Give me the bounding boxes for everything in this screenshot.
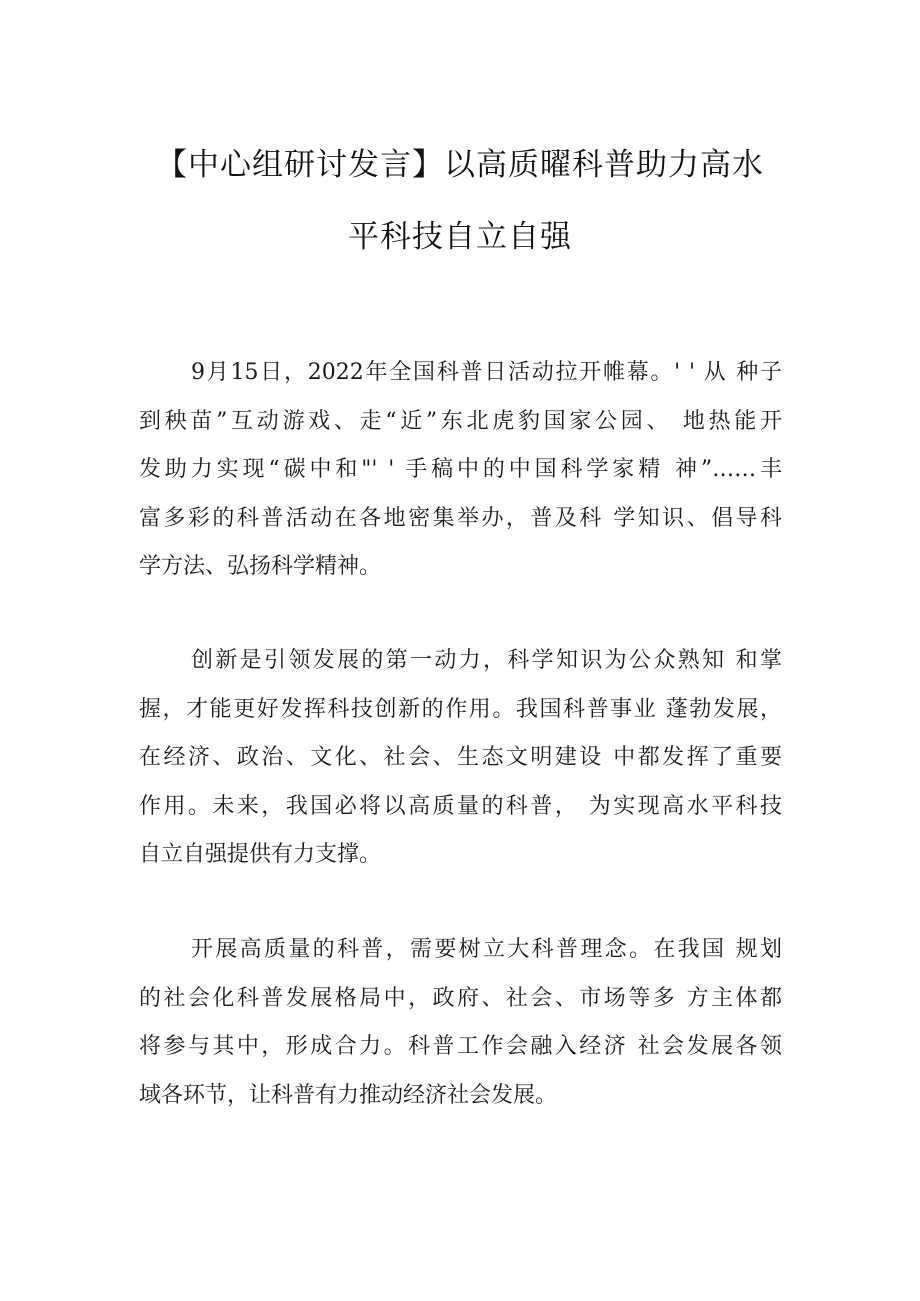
paragraph-line: 9月15日，2022年全国科普日活动拉开帷幕。' ' 从 种子 xyxy=(191,360,782,385)
paragraph-line: 在经济、政治、文化、社会、生态文明建设 中都发挥了重要 xyxy=(139,745,782,770)
paragraph-line: 富多彩的科普活动在各地密集举办，普及科 学知识、倡导科 xyxy=(139,505,782,531)
paragraph-line: 开展高质量的科普，需要树立大科普理念。在我国 规划 xyxy=(191,937,782,962)
paragraph-line: 域各环节，让科普有力推动经济社会发展。 xyxy=(139,1082,558,1108)
paragraph-3 xyxy=(139,926,782,1120)
paragraph-line: 到秧苗”互动游戏、走“近”东北虎豹国家公园、 地热能开 xyxy=(139,408,782,434)
paragraph-line: 发助力实现“碳中和"' ' 手稿中的中国科学家精 神”……丰 xyxy=(139,457,782,482)
paragraph-line: 自立自强提供有力支撑。 xyxy=(139,842,382,867)
paragraph-line: 的社会化科普发展格局中，政府、社会、市场等多 方主体都 xyxy=(139,985,782,1011)
paragraph-line: 将参与其中，形成合力。科普工作会融入经济 社会发展各领 xyxy=(139,1034,782,1059)
paragraph-line: 学方法、弘扬科学精神。 xyxy=(139,554,382,579)
paragraph-2 xyxy=(139,637,782,880)
document-title-line-1: 【中心组研讨发言】以高质曜科普助力高水 xyxy=(156,147,764,183)
paragraph-line: 作用。未来，我国必将以高质量的科普， 为实现高水平科技 xyxy=(139,793,782,819)
paragraph-1 xyxy=(139,349,782,592)
document-title-line-2: 平科技自立自强 xyxy=(348,219,572,255)
paragraph-line: 创新是引领发展的第一动力，科学知识为公众熟知 和掌 xyxy=(191,648,782,673)
paragraph-line: 握，才能更好发挥科技创新的作用。我国科普事业 蓬勃发展， xyxy=(139,696,782,722)
